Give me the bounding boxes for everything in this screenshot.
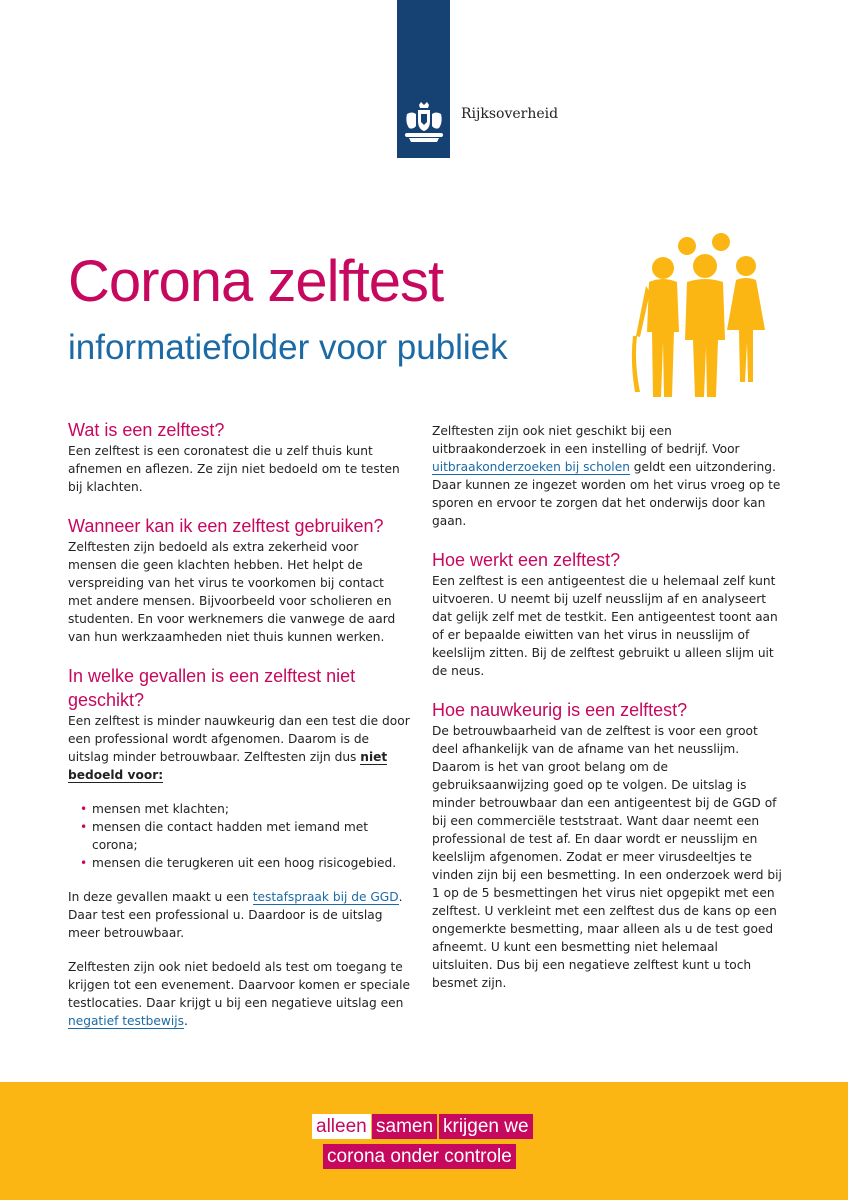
testafspraak-link[interactable]: testafspraak bij de GGD xyxy=(252,890,399,904)
negatief-testbewijs-link[interactable]: negatief testbewijs xyxy=(68,1014,184,1028)
page-subtitle: informatiefolder voor publiek xyxy=(68,328,508,367)
paragraph-evenement xyxy=(68,958,410,1030)
bullet-list xyxy=(68,800,410,872)
paragraph-uitbraak xyxy=(432,422,782,530)
slogan-line-2: corona onder controle xyxy=(323,1144,516,1169)
list-item: • mensen met klachten; xyxy=(80,800,410,818)
page-title: Corona zelftest xyxy=(68,249,444,314)
paragraph-hoe-werkt: Een zelftest is een antigeentest die u helemaal zelf kunt uitvoeren. U neemt bij uzelf neusslijm af en analyseert dat gelijk zelf met de testkit. Een antigeentest toont aan of er bepaalde eiwitten van het virus in neusslijm of keelslijm zitten. Bij de zelftest gebruikt u alleen slijm uit de neus. xyxy=(432,574,778,678)
emphasis-niet-bedoeld: niet bedoeld voor: xyxy=(68,750,388,782)
slogan-word-krijgen-we: krijgen we xyxy=(439,1114,533,1139)
paragraph-niet-geschikt xyxy=(68,712,410,784)
slogan-word-samen: samen xyxy=(372,1114,437,1139)
paragraph-text: Zelftesten zijn ook niet bedoeld als test om toegang te krijgen tot een evenement. Daarvoor komen er speciale testlocaties. Daar krijgt u bij een negatieve uitslag een xyxy=(68,960,411,1010)
right-column xyxy=(432,418,782,992)
heading-wanneer: Wanneer kan ik een zelftest gebruiken? xyxy=(68,516,384,536)
paragraph-wat-is: Een zelftest is een coronatest die u zelf thuis kunt afnemen en aflezen. Ze zijn niet bedoeld om te testen bij klachten. xyxy=(68,444,400,494)
paragraph-text: . Daar test een professional u. Daardoor is de uitslag meer betrouwbaar. xyxy=(68,890,403,940)
list-item: • mensen die contact hadden met iemand met corona; xyxy=(80,818,410,854)
paragraph-text: Een zelftest is minder nauwkeurig dan een test die door een professional wordt afgenomen. Daarom is de uitslag minder betrouwbaar. Zelftesten zijn dus xyxy=(68,714,410,764)
paragraph-text: geldt een uitzondering. Daar kunnen ze ingezet worden om het virus vroeg op te sporen en ervoor te zorgen dat het onderwijs door kan gaan. xyxy=(432,460,781,528)
heading-niet-geschikt: In welke gevallen is een zelftest niet geschikt? xyxy=(68,666,356,710)
paragraph-nauwkeurig: De betrouwbaarheid van de zelftest is voor een groot deel afhankelijk van de afname van het neusslijm. Daarom is het van groot belang om de gebruiksaanwijzing goed op te volgen. De uitslag is minder betrouwbaar dan een antigeentest bij de GGD of bij een commerciële teststraat. Want daar neemt een professional de test af. En daar wordt er neusslijm en keelslijm afgenomen. Zodat er meer virusdeeltjes te vinden zijn bij een besmetting. In een onderzoek werd bij 1 op de 5 besmettingen het virus niet opgepikt met een zelftest. U verkleint met een zelftest dus de kans op een ongemerkte besmetting, maar alleen als u de test goed afneemt. U kunt een besmetting niet helemaal uitsluiten. Dus bij een negatieve zelftest kunt u toch besmet zijn. xyxy=(432,724,782,990)
paragraph-text: . xyxy=(183,1014,188,1028)
paragraph-text: Zelftesten zijn ook niet geschikt bij een uitbraakonderzoek in een instelling of bedrijf. Voor xyxy=(432,424,740,456)
heading-wat-is: Wat is een zelftest? xyxy=(68,420,225,440)
paragraph-testafspraak xyxy=(68,888,410,942)
list-item: • mensen die terugkeren uit een hoog risicogebied. xyxy=(80,854,410,872)
uitbraakonderzoeken-link[interactable]: uitbraakonderzoeken bij scholen xyxy=(432,460,630,474)
footer-banner xyxy=(0,1082,848,1200)
slogan-word-alleen: alleen xyxy=(312,1114,371,1139)
people-group-icon xyxy=(625,232,785,397)
heading-hoe-werkt: Hoe werkt een zelftest? xyxy=(432,550,621,570)
paragraph-wanneer: Zelftesten zijn bedoeld als extra zekerheid voor mensen die geen klachten hebben. Het helpt de verspreiding van het virus te voorkomen bij contact met andere mensen. Bijvoorbeeld voor scholieren en studenten. En voor werknemers die vanwege de aard van hun werkzaamheden niet thuis kunnen werken. xyxy=(68,540,396,644)
coat-of-arms-icon xyxy=(401,100,447,146)
org-name: Rijksoverheid xyxy=(461,106,559,122)
heading-nauwkeurig: Hoe nauwkeurig is een zelftest? xyxy=(432,700,688,720)
left-column xyxy=(68,418,410,1030)
paragraph-text: In deze gevallen maakt u een xyxy=(68,890,253,904)
